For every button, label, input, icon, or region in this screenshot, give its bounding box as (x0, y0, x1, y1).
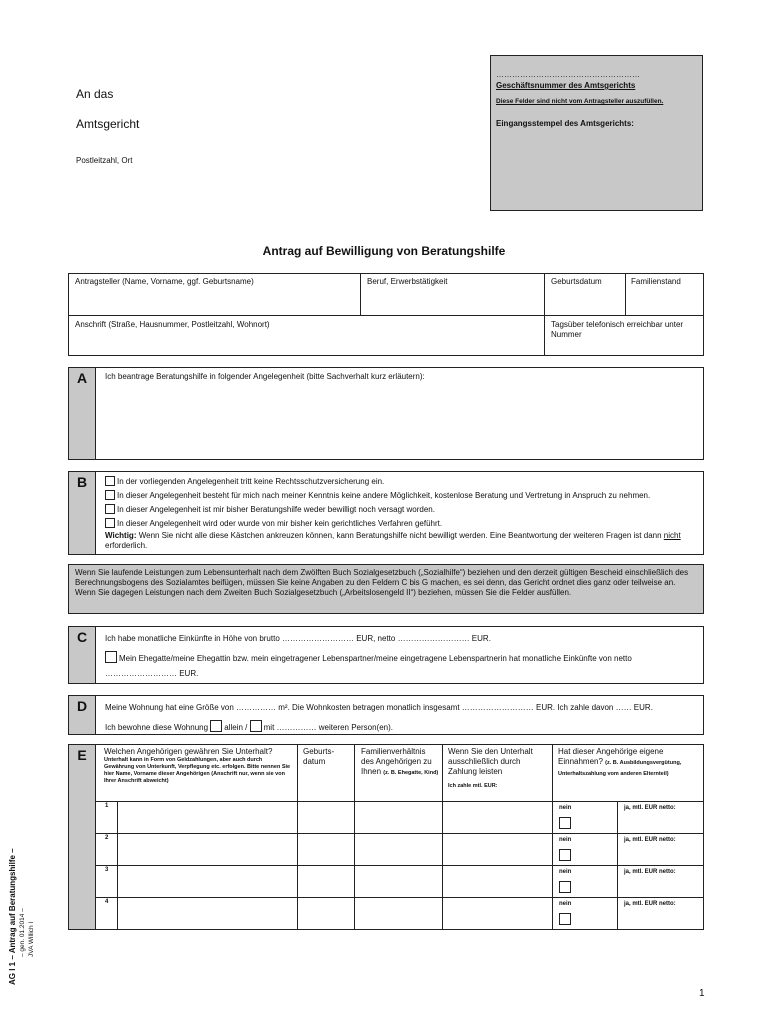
side-line2: – gen. 01.2014 – (19, 908, 26, 957)
e-col5-sub: (z. B. Ausbildungsvergütung, Unterhaltszahlung vom anderen Elternteil) (558, 760, 682, 777)
checkbox-allein[interactable] (210, 720, 222, 732)
e-col1-sub: Unterhalt kann in Form von Geldzahlungen, aber auch durch Gewährung von Unterkunft, Verpflegung etc. erfolgen. Bitte nennen Sie hier Name, Vorname dieser Angehörigen (Anschrift nur, wenn sie von Ihrer Anschrift abweicht) (104, 757, 291, 784)
checkbox[interactable] (105, 518, 115, 528)
case-number-label: Geschäftsnummer des Amtsgerichts (496, 81, 636, 90)
e-row-3-no: nein (559, 869, 572, 875)
checkbox[interactable] (105, 490, 115, 500)
profession-label[interactable]: Beruf, Erwerbstätigkeit (367, 277, 448, 286)
e-col2-title: Geburts- datum (303, 747, 335, 766)
b-item-1-label: In der vorliegenden Angelegenheit tritt keine Rechtsschutzversicherung ein. (117, 477, 385, 486)
e-row-1-checkbox[interactable] (559, 817, 571, 829)
court-box (490, 55, 703, 211)
e-row-3-yes[interactable]: ja, mtl. EUR netto: (624, 869, 676, 875)
b-item-3[interactable] (105, 504, 697, 515)
d-mit-label: mit …………… weiteren Person(en). (263, 723, 394, 732)
b-note-text: Wenn Sie nicht alle diese Kästchen ankreuzen können, kann Beratungshilfe nicht bewilligt werden. Eine Beantwortung der weiteren Fragen ist dann (136, 531, 664, 540)
recipient-postal: Postleitzahl, Ort (76, 156, 133, 165)
page-number: 1 (699, 988, 705, 999)
section-b (68, 471, 704, 555)
birthdate-label[interactable]: Geburtsdatum (551, 277, 602, 286)
e-row-1-yes[interactable]: ja, mtl. EUR netto: (624, 805, 676, 811)
section-b-letter: B (69, 472, 96, 554)
e-col3-header (361, 747, 439, 778)
marital-label[interactable]: Familienstand (631, 277, 681, 286)
section-a-letter: A (69, 368, 96, 459)
b-item-4[interactable] (105, 518, 697, 529)
b-item-1[interactable] (105, 476, 697, 487)
address-label[interactable]: Anschrift (Straße, Hausnummer, Postleitzahl, Wohnort) (75, 320, 270, 329)
e-col5-title-text: Hat dieser Angehörige eigene Einnahmen? (558, 747, 664, 766)
recipient-line2: Amtsgericht (76, 117, 140, 131)
b-item-4-label: In dieser Angelegenheit wird oder wurde von mir bisher kein gerichtliches Verfahren geführt. (117, 519, 443, 528)
section-e (68, 744, 704, 930)
e-row-2-yes[interactable]: ja, mtl. EUR netto: (624, 837, 676, 843)
b-note-label: Wichtig: (105, 531, 137, 540)
e-row-4-yes[interactable]: ja, mtl. EUR netto: (624, 901, 676, 907)
section-d-letter: D (69, 696, 96, 734)
c-line2-text: Mein Ehegatte/meine Ehegattin bzw. mein eingetragener Lebenspartner/meine eingetragene Lebenspartnerin hat monatliche Einkünfte von netto (119, 654, 632, 663)
e-row-4-no: nein (559, 901, 572, 907)
e-row-1-number: 1 (105, 803, 109, 809)
e-row-4-number: 4 (105, 899, 109, 905)
side-form-id (8, 848, 36, 985)
checkbox[interactable] (105, 504, 115, 514)
section-e-letter: E (69, 745, 96, 929)
e-col1-header (104, 747, 294, 785)
e-col4-sub: Ich zahle mtl. EUR: (448, 783, 498, 789)
b-note-end: erforderlich. (105, 541, 148, 550)
court-note: Diese Felder sind nicht vom Antragsteller auszufüllen. (496, 98, 664, 105)
b-note (105, 531, 697, 551)
applicant-label[interactable]: Antragsteller (Name, Vorname, ggf. Geburtsname) (75, 277, 254, 286)
recipient-line1: An das (76, 87, 114, 101)
court-dots: ……………………………………………… (496, 70, 640, 79)
info-text: Wenn Sie laufende Leistungen zum Lebensunterhalt nach dem Zwölften Buch Sozialgesetzbuch („Sozialhilfe“) beziehen und den derzeit gültigen Bescheid einschließlich des Berechnungsbogens des Sozialamtes beifügen, müssen Sie keine Angaben zu den Feldern C bis G machen, es sei denn, das Gericht ordnet dies ganz oder teilweise an. Wenn Sie dagegen Leistungen nach dem Zweiten Buch Sozialgesetzbuch („Arbeitslosengeld II“) beziehen, müssen Sie die Felder ausfüllen. (75, 568, 689, 597)
e-row-4-checkbox[interactable] (559, 913, 571, 925)
e-row-1-no: nein (559, 805, 572, 811)
section-d (68, 695, 704, 735)
checkbox-mit[interactable] (250, 720, 262, 732)
section-c-letter: C (69, 627, 96, 683)
b-item-3-label: In dieser Angelegenheit ist mir bisher Beratungshilfe weder bewilligt noch versagt worden. (117, 505, 435, 514)
e-row-3-checkbox[interactable] (559, 881, 571, 893)
e-col5-title (558, 747, 701, 779)
e-col5-header (558, 747, 701, 779)
c-line1[interactable]: Ich habe monatliche Einkünfte in Höhe von brutto ……………………… EUR, netto ……………………… EUR. (105, 634, 491, 643)
stamp-label: Eingangsstempel des Amtsgerichts: (496, 119, 634, 128)
e-row-2-checkbox[interactable] (559, 849, 571, 861)
e-row-2-no: nein (559, 837, 572, 843)
phone-label[interactable]: Tagsüber telefonisch erreichbar unter Nummer (551, 320, 684, 339)
checkbox[interactable] (105, 476, 115, 486)
c-line2[interactable] (105, 651, 699, 664)
side-line1: AG I 1 – Antrag auf Beratungshilfe – (8, 848, 17, 985)
section-a-text[interactable]: Ich beantrage Beratungshilfe in folgender Angelegenheit (bitte Sachverhalt kurz erläutern): (105, 372, 425, 381)
e-row-3-number: 3 (105, 867, 109, 873)
c-line3[interactable]: ……………………… EUR. (105, 669, 199, 678)
e-col1-title: Welchen Angehörigen gewähren Sie Unterhalt? (104, 747, 273, 756)
d-line2[interactable] (105, 720, 393, 733)
e-col3-title (361, 747, 439, 778)
personal-data-table (68, 273, 704, 356)
side-line3: JVA Willich I (28, 921, 35, 957)
b-note-underline: nicht (663, 531, 681, 540)
e-col4-title: Wenn Sie den Unterhalt ausschließlich durch Zahlung leisten (448, 747, 533, 776)
d-allein-label: allein / (224, 723, 248, 732)
e-col3-sub: (z. B. Ehegatte, Kind) (383, 770, 439, 776)
e-col3-title-text: Familienverhältnis des Angehörigen zu Ihnen (361, 747, 432, 776)
d-line2-text: Ich bewohne diese Wohnung (105, 723, 209, 732)
b-item-2-label: In dieser Angelegenheit besteht für mich nach meiner Kenntnis keine andere Möglichkeit, kostenlose Beratung und Vertretung in Anspruch zu nehmen. (117, 491, 651, 500)
d-line1[interactable]: Meine Wohnung hat eine Größe von …………… m². Die Wohnkosten betragen monatlich insgesamt ……………………… EUR. Ich zahle davon …… EUR. (105, 703, 653, 712)
section-a (68, 367, 704, 460)
info-box (68, 564, 704, 614)
checkbox[interactable] (105, 651, 117, 663)
page-title: Antrag auf Bewilligung von Beratungshilfe (262, 244, 506, 258)
e-col4-header (448, 747, 548, 789)
b-item-2[interactable] (105, 490, 697, 501)
e-row-2-number: 2 (105, 835, 109, 841)
section-c (68, 626, 704, 684)
